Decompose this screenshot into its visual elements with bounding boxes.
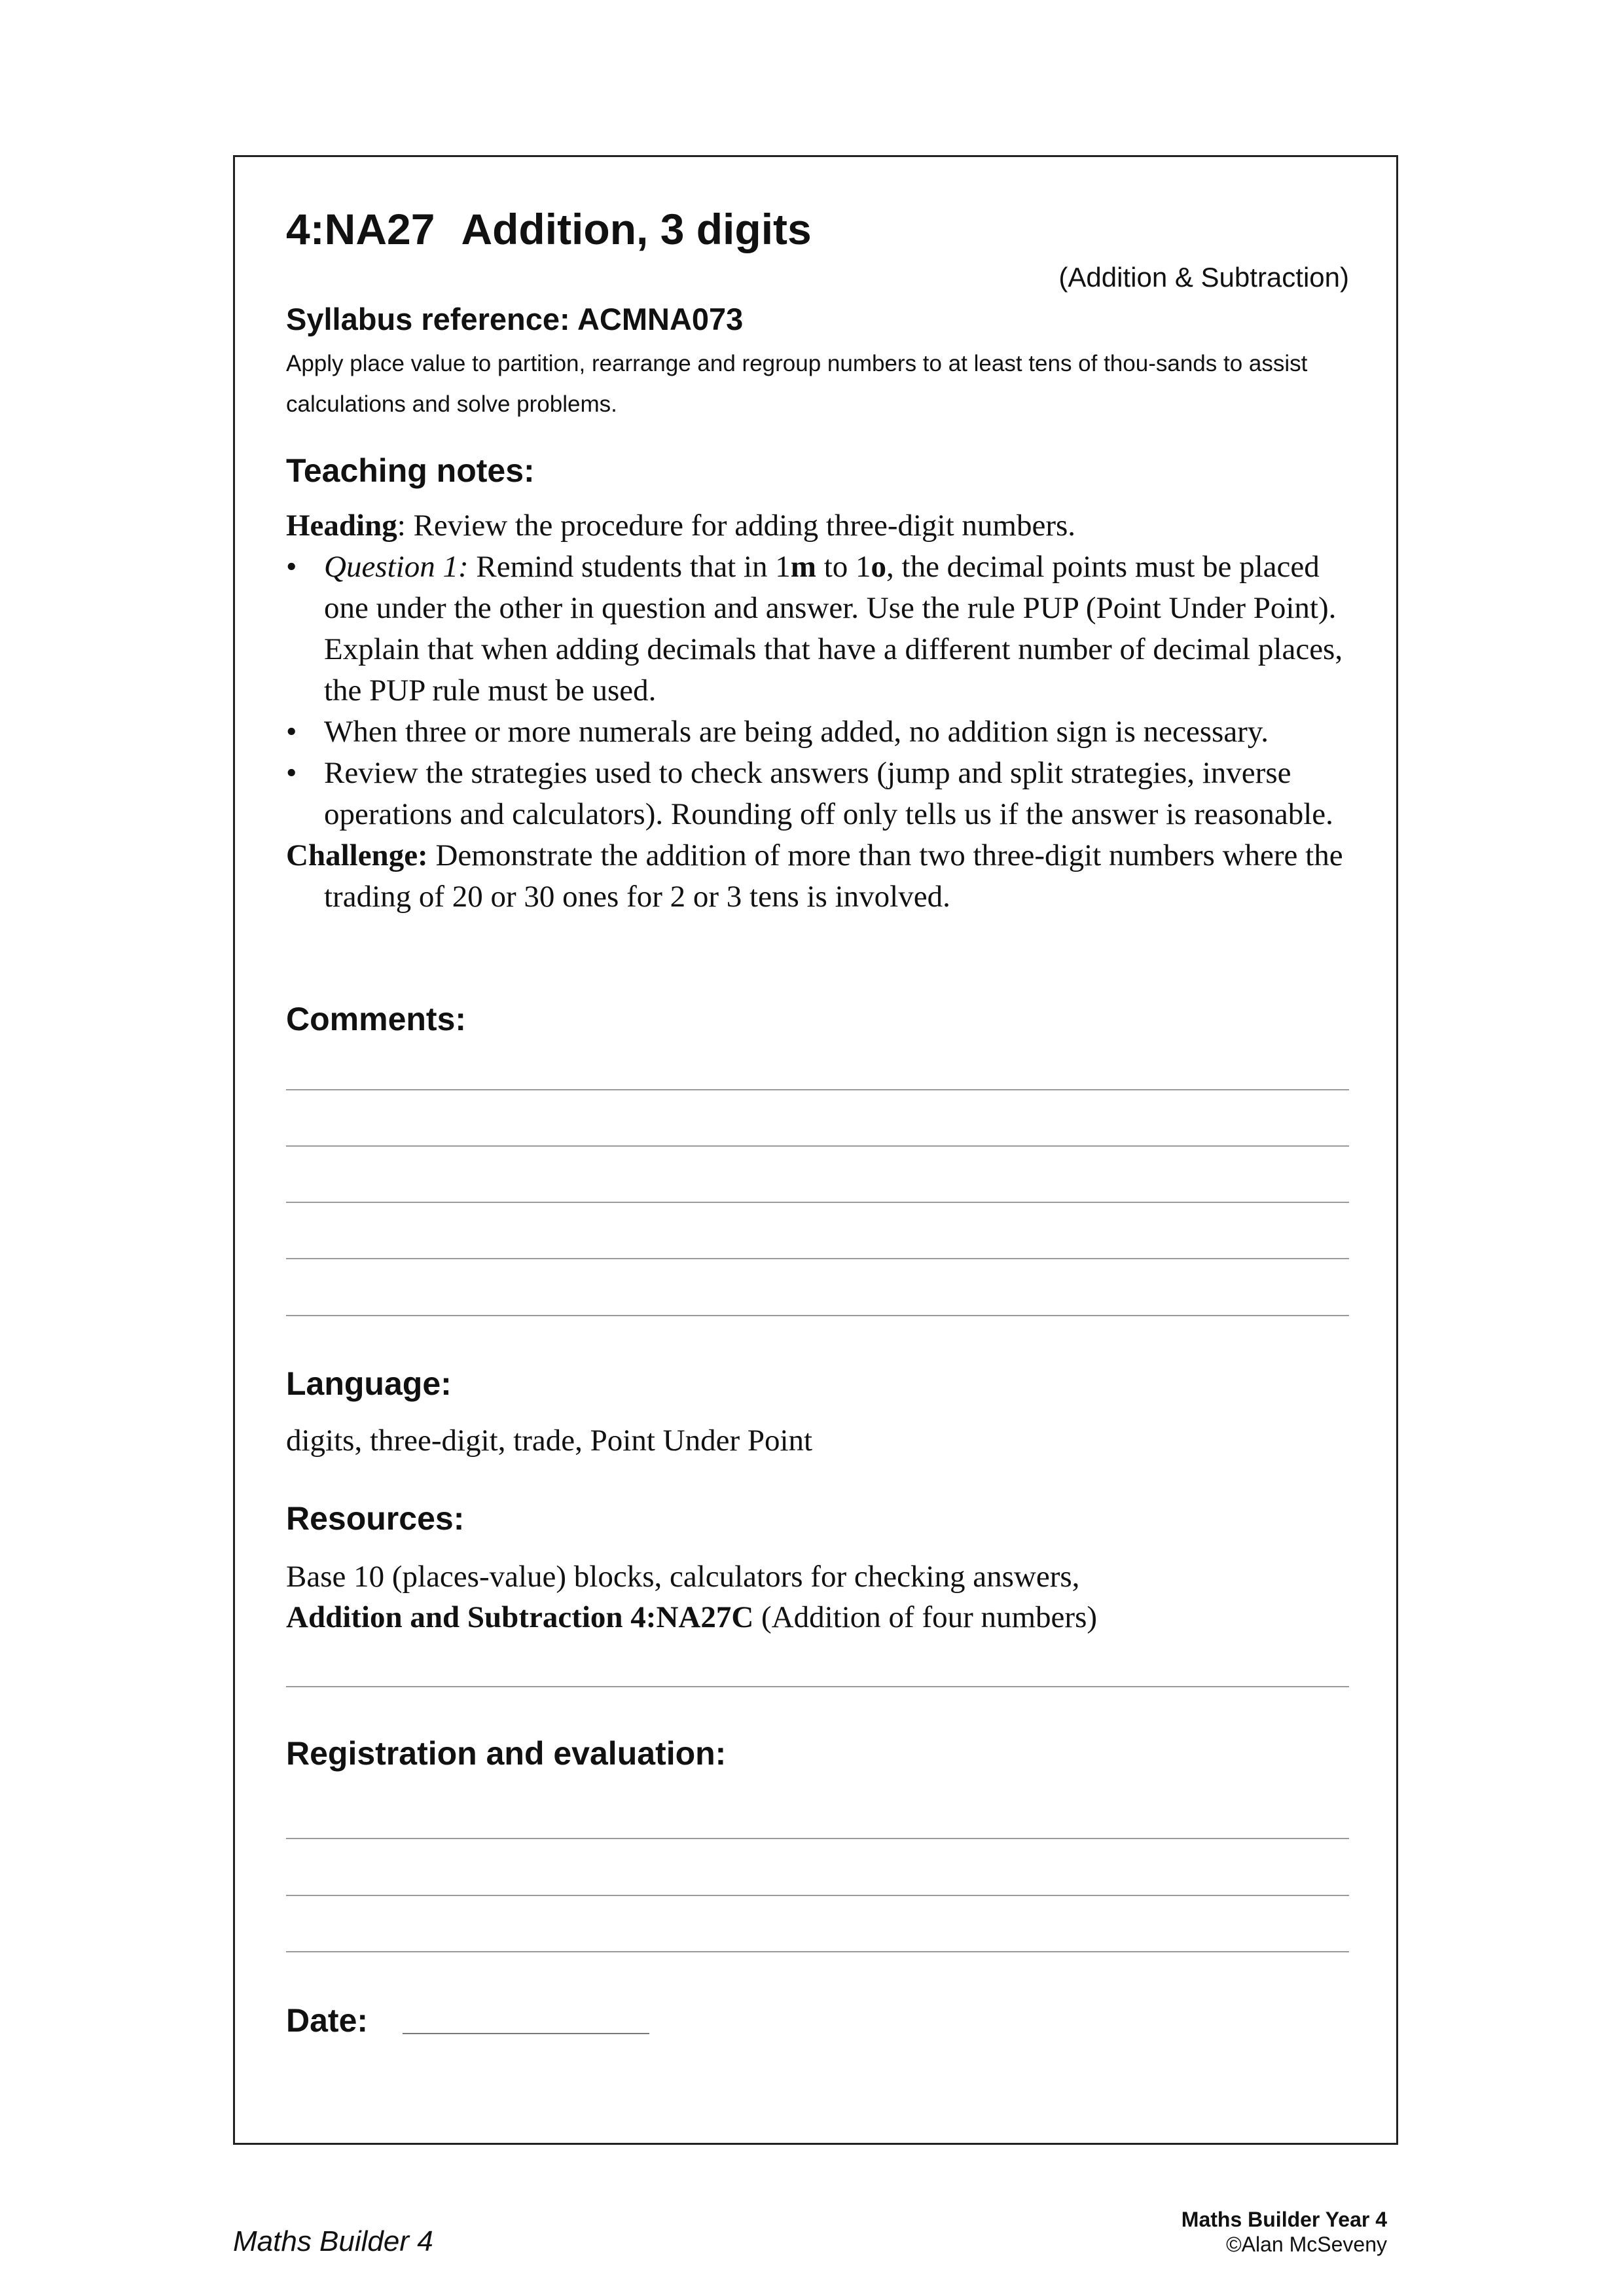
page-title (286, 204, 812, 254)
question-label: Question 1: (324, 550, 469, 584)
resources-line-1: Base 10 (places-value) blocks, calculators for checking answers, (286, 1560, 1080, 1594)
footer-copyright: ©Alan McSeveny (1226, 2233, 1387, 2256)
resources-reference-note: (Addition of four numbers) (753, 1600, 1098, 1634)
heading-bold: Heading (286, 509, 397, 543)
comment-line-3[interactable] (286, 1202, 1349, 1203)
language-heading: Language: (286, 1365, 452, 1402)
comments-heading: Comments: (286, 1001, 467, 1037)
note-bullet-3 (286, 753, 1360, 835)
comment-line-1[interactable] (286, 1089, 1349, 1090)
footer-series: Maths Builder Year 4 (1181, 2208, 1387, 2231)
registration-line-1[interactable] (286, 1838, 1349, 1839)
language-text: digits, three-digit, trade, Point Under Point (286, 1424, 813, 1458)
resources-heading: Resources: (286, 1500, 465, 1537)
resources-reference: Addition and Subtraction 4:NA27C (286, 1600, 754, 1634)
note-bullet-2 (286, 711, 1360, 753)
registration-line-3[interactable] (286, 1951, 1349, 1952)
teaching-notes-body (286, 505, 1360, 918)
footer-book-title: Maths Builder 4 (233, 2225, 433, 2257)
resources-line-2 (286, 1597, 1097, 1638)
notes-heading-line (286, 505, 1360, 547)
comment-line-2[interactable] (286, 1145, 1349, 1147)
registration-heading: Registration and evaluation: (286, 1735, 727, 1772)
strand-label: (Addition & Subtraction) (1058, 262, 1349, 293)
bullet1-text-c: , the decimal points must be placed one under the other in question and answer. Use the rule PUP (Point Under Point). Explain that when adding decimals that have a different number of decimal places, the PUP rule must be used. (324, 550, 1343, 708)
outcome-code: 4:NA27 (286, 205, 435, 253)
challenge-text: Demonstrate the addition of more than two three-digit numbers where the trading of 20 or 30 ones for 2 or 3 tens is involved. (324, 838, 1343, 914)
bullet-marker: • (286, 715, 297, 749)
bullet1-text-a: Remind students that in 1 (468, 550, 791, 584)
bullet-marker: • (286, 756, 297, 790)
registration-line-2[interactable] (286, 1895, 1349, 1896)
challenge-bold: Challenge: (286, 838, 428, 872)
teaching-notes-heading: Teaching notes: (286, 452, 535, 489)
bullet1-o: o (871, 550, 887, 584)
note-bullet-1 (286, 547, 1360, 711)
bullet1-text-b: to 1 (816, 550, 871, 584)
syllabus-description: Apply place value to partition, rearrange and regroup numbers to at least tens of thou-sands to assist calculations and solve problems. (286, 351, 1308, 417)
date-label: Date: (286, 2002, 369, 2039)
resources-line[interactable] (286, 1686, 1349, 1687)
syllabus-reference: Syllabus reference: ACMNA073 (286, 302, 744, 336)
bullet2-text: When three or more numerals are being added, no addition sign is necessary. (324, 715, 1269, 749)
comment-line-5[interactable] (286, 1315, 1349, 1316)
bullet-marker: • (286, 550, 297, 584)
heading-text: : Review the procedure for adding three-digit numbers. (397, 509, 1076, 543)
resources-text (286, 1556, 1097, 1638)
bullet3-text: Review the strategies used to check answers (jump and split strategies, inverse operations and calculators). Rounding off only tells us if the answer is reasonable. (324, 756, 1333, 831)
comment-line-4[interactable] (286, 1258, 1349, 1259)
bullet1-m: m (790, 550, 816, 584)
challenge-note (286, 835, 1360, 918)
topic-title: Addition, 3 digits (461, 205, 812, 253)
date-line[interactable] (403, 2033, 649, 2034)
footer-credits (1182, 2207, 1387, 2257)
